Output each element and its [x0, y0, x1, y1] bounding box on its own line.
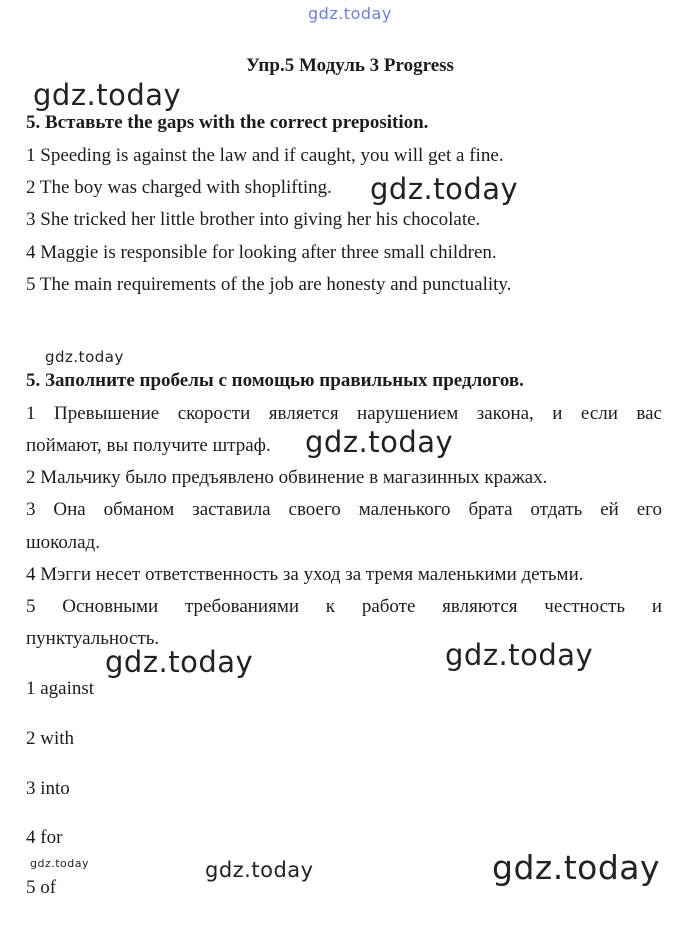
russian-heading: 5. Заполните пробелы с помощью правильных предлогов. [26, 370, 524, 391]
watermark: gdz.today [45, 348, 124, 366]
watermark: gdz.today [492, 848, 661, 887]
watermark: gdz.today [205, 858, 314, 882]
english-line: 3 She tricked her little brother into giving her his chocolate. [26, 209, 481, 230]
watermark: gdz.today [370, 172, 519, 206]
english-line: 2 The boy was charged with shoplifting. [26, 177, 332, 198]
watermark: gdz.today [33, 78, 182, 112]
russian-line: пунктуальность. [26, 628, 160, 649]
russian-line-text: 5 Основными требованиями к работе являются честность и [26, 596, 662, 617]
english-line: 1 Speeding is against the law and if caught, you will get a fine. [26, 145, 504, 166]
watermark: gdz.today [445, 638, 594, 672]
russian-line: шоколад. [26, 532, 100, 553]
watermark: gdz.today [30, 857, 90, 870]
watermark: gdz.today [308, 4, 392, 23]
answer-item: 2 with [26, 728, 75, 749]
english-heading: 5. Вставьте the gaps with the correct preposition. [26, 112, 429, 133]
russian-line [26, 596, 662, 618]
russian-line [26, 499, 662, 521]
watermark: gdz.today [105, 645, 254, 679]
answer-item: 4 for [26, 827, 63, 848]
watermark: gdz.today [305, 425, 454, 459]
english-line: 5 The main requirements of the job are honesty and punctuality. [26, 274, 512, 295]
answer-item: 1 against [26, 678, 95, 699]
russian-line: 4 Мэгги несет ответственность за уход за тремя маленькими детьми. [26, 564, 584, 585]
russian-line-text: 3 Она обманом заставила своего маленького брата отдать ей его [26, 499, 662, 520]
answer-item: 5 of [26, 877, 57, 898]
russian-line: 2 Мальчику было предъявлено обвинение в магазинных кражах. [26, 467, 548, 488]
russian-line [26, 403, 662, 425]
russian-line: поймают, вы получите штраф. [26, 435, 271, 456]
answer-item: 3 into [26, 778, 70, 799]
russian-line-text: 1 Превышение скорости является нарушением закона, и если вас [26, 403, 662, 424]
english-line: 4 Maggie is responsible for looking after three small children. [26, 242, 497, 263]
page-title: Упр.5 Модуль 3 Progress [246, 55, 454, 76]
